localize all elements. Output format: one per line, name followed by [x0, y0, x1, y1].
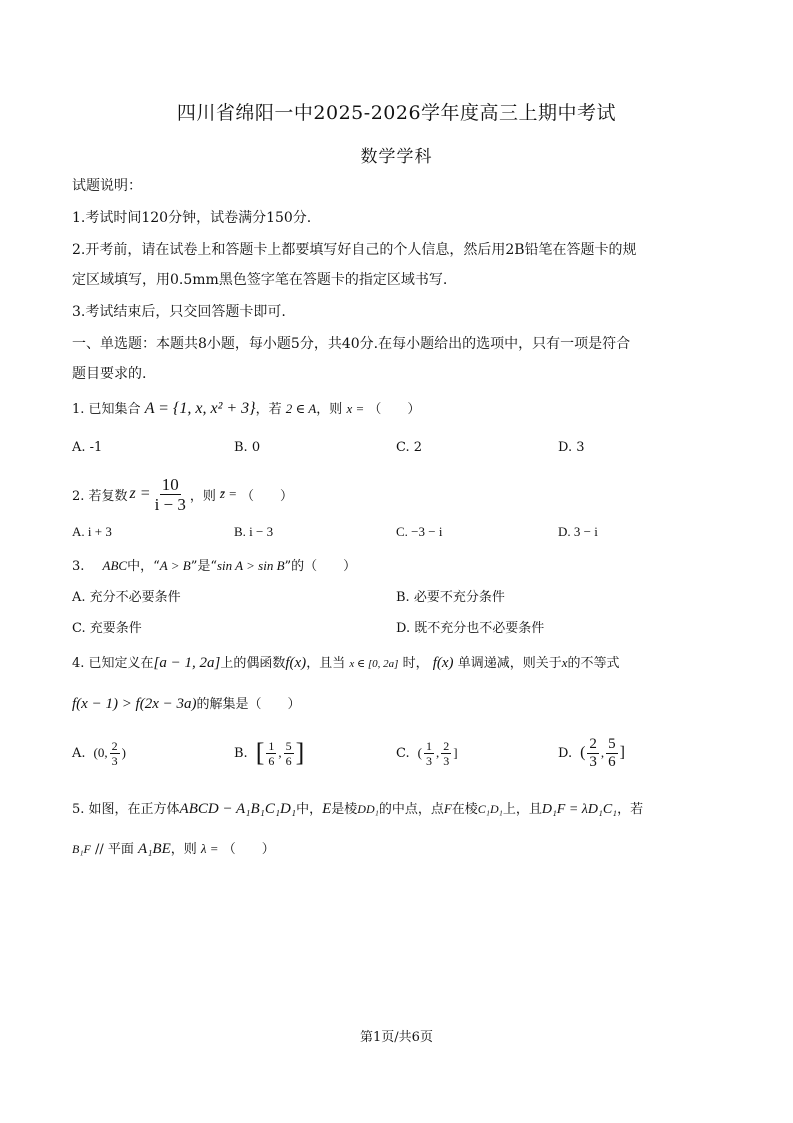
question-2-option-c: C. −3 − i	[396, 524, 443, 539]
question-5-ask: λ =	[200, 841, 219, 856]
question-4-option-b-numerator-2: 5	[285, 738, 292, 753]
instruction-item-2-line-2: 定区域填写，用0.5mm黑色签字笔在答题卡的指定区域书写.	[72, 272, 448, 288]
question-4-option-d-label: D.	[558, 745, 573, 761]
question-5-cube: ABCD − A₁B₁C₁D₁	[179, 801, 297, 817]
question-4-inequality: f(x − 1) > f(2x − 3a)	[72, 696, 197, 712]
question-4-option-c-denominator-1: 3	[425, 753, 432, 768]
question-2-numerator: 10	[161, 474, 179, 494]
question-1-option-b: B. 0	[234, 440, 261, 455]
question-4-option-a	[72, 733, 126, 773]
question-4-option-a-left: (0,	[93, 745, 108, 760]
question-4-option-d-denominator-2: 6	[608, 753, 616, 770]
question-2-option-a: A. i + 3	[72, 524, 112, 539]
question-4-option-c-label: C.	[396, 745, 410, 761]
question-5-point-f: F	[443, 801, 452, 816]
question-4-condition: x ∈ [0, 2a]	[349, 658, 399, 670]
question-3-option-b: B. 必要不充分条件	[396, 590, 505, 605]
question-4-option-b-denominator-2: 6	[285, 753, 292, 768]
question-3	[72, 555, 356, 574]
page-subtitle: 数学学科	[360, 147, 433, 167]
question-5-text-3: 的中点，点	[378, 802, 444, 817]
question-4-option-c-fraction-2	[441, 740, 451, 767]
question-4-text-3: 时，	[402, 656, 429, 671]
question-3-option-a: A. 充分不必要条件	[72, 590, 181, 605]
question-4-option-c-fraction-1	[424, 740, 434, 767]
question-5-parallel: // 平面	[94, 842, 134, 857]
page-footer: 第1页/共6页	[360, 1030, 433, 1045]
question-4-option-c-numerator-2: 2	[443, 738, 450, 753]
question-4-option-c-comma: ,	[435, 745, 440, 760]
instruction-item-2-line-1: 2.开考前，请在试卷上和答题卡上都要填写好自己的个人信息，然后用2B铅笔在答题卡的规	[72, 242, 637, 258]
question-5-text-6: ，若	[617, 802, 644, 817]
question-5-text-2: 是棱	[331, 802, 358, 817]
question-1-option-d: D. 3	[558, 440, 585, 455]
question-2-z: z =	[129, 485, 151, 502]
question-4-option-b-right-bracket: ]	[295, 738, 305, 767]
question-1	[72, 398, 420, 418]
question-4-option-c-right: ]	[453, 745, 458, 760]
question-4-option-d-left: (	[580, 744, 586, 761]
question-4-option-a-numerator: 2	[111, 738, 118, 753]
question-5-text-4: 在棱	[451, 802, 478, 817]
question-3-text-2: ”是“	[190, 559, 217, 574]
question-4-option-d-right: ]	[619, 744, 625, 761]
question-5-prefix: 5. 如图，在正方体	[72, 802, 180, 817]
question-1-condition: 2 ∈ A	[285, 401, 317, 416]
question-2-paren: （ ）	[241, 488, 294, 504]
instructions-heading: 试题说明：	[72, 178, 142, 194]
question-3-option-c: C. 充要条件	[72, 621, 142, 636]
question-4-option-d	[558, 733, 625, 773]
question-1-option-a: A. -1	[72, 440, 103, 455]
question-2-denominator: i − 3	[154, 494, 186, 514]
question-4-option-b-comma: ,	[278, 745, 282, 760]
question-4-option-a-label: A.	[72, 745, 86, 761]
question-4-option-b-fraction-1	[266, 740, 276, 767]
question-4-prefix: 4. 已知定义在	[72, 656, 154, 671]
question-5-point-e: E	[322, 801, 332, 817]
question-4-text-6: 的解集是（ ）	[196, 697, 301, 712]
question-3-option-d: D. 既不充分也不必要条件	[396, 621, 545, 636]
question-4-option-d-numerator-2: 5	[608, 735, 616, 752]
section-heading-line-2: 题目要求的.	[72, 366, 147, 382]
question-1-then: ，则	[316, 402, 343, 417]
question-1-option-c: C. 2	[396, 440, 423, 455]
instruction-item-3: 3.考试结束后，只交回答题卡即可.	[72, 304, 286, 320]
question-1-paren: （ ）	[368, 402, 421, 417]
question-4-text-5: 的不等式	[567, 656, 620, 671]
question-2-fraction	[153, 476, 188, 513]
question-5-text-5: 上，且	[502, 802, 542, 817]
question-2	[72, 474, 293, 514]
question-4-option-b-numerator-1: 1	[268, 738, 275, 753]
question-4-line-1	[72, 652, 620, 672]
question-4-line-2	[72, 693, 301, 713]
question-4-function-2: f(x)	[432, 655, 454, 671]
question-4-option-d-denominator-1: 3	[589, 753, 597, 770]
question-4-interval: [a − 1, 2a]	[153, 655, 221, 671]
question-1-ask: x =	[346, 401, 365, 416]
question-4-option-c-numerator-1: 1	[425, 738, 432, 753]
question-5-edge: DD₁	[357, 802, 379, 816]
question-4-text-1: 上的偶函数	[220, 656, 286, 671]
question-4-function: f(x)	[285, 655, 307, 671]
question-4-option-b-label: B.	[234, 745, 248, 761]
section-heading-line-1: 一、单选题：本题共8小题，每小题5分，共40分.在每小题给出的选项中，只有一项是符合	[72, 336, 631, 352]
question-5-line-1	[72, 798, 643, 818]
question-4-option-d-fraction-1	[587, 737, 599, 770]
question-4-text-4: 单调递减，则关于	[457, 656, 562, 671]
question-2-ask: z̄ =	[219, 486, 237, 501]
question-1-prefix: 1. 已知集合	[72, 402, 141, 417]
question-4-option-b-fraction-2	[284, 740, 294, 767]
question-4-option-b	[234, 733, 304, 773]
question-3-prefix: 3.	[72, 559, 85, 574]
question-5-vector: D₁F = λD₁C₁	[541, 802, 618, 817]
question-4-option-d-comma: ,	[600, 745, 605, 760]
question-2-option-b: B. i − 3	[234, 524, 274, 539]
question-5-line-2	[72, 838, 275, 858]
question-4-variable: x	[561, 655, 568, 670]
page-title: 四川省绵阳一中2025-2026学年度高三上期中考试	[176, 102, 617, 124]
question-4-option-d-numerator-1: 2	[589, 735, 597, 752]
question-1-middle: ，若	[255, 402, 282, 417]
question-4-option-d-fraction-2	[606, 737, 618, 770]
instruction-item-1: 1.考试时间120分钟，试卷满分150分.	[72, 210, 312, 226]
question-3-text-1: 中，“	[127, 559, 160, 574]
question-4-option-c	[396, 733, 458, 773]
question-4-option-a-fraction	[110, 740, 120, 767]
question-2-prefix: 2. 若复数	[72, 488, 128, 504]
question-5-text-1: 中，	[296, 802, 323, 817]
question-4-option-a-denominator: 3	[111, 753, 118, 768]
question-4-option-c-denominator-2: 3	[443, 753, 450, 768]
question-1-set: A = {1, x, x² + 3}	[144, 400, 256, 417]
question-3-text-3: ”的（ ）	[284, 559, 357, 574]
question-5-edge-2: C₁D₁	[477, 802, 503, 816]
question-5-text-7: ，则	[170, 842, 197, 857]
question-5-line: B₁F	[72, 842, 91, 856]
question-4-option-b-denominator-1: 6	[268, 753, 275, 768]
question-2-then: ，则	[189, 488, 216, 504]
question-4-text-2: ，且当	[306, 656, 346, 671]
question-4-option-a-right: )	[121, 745, 126, 760]
question-4-option-c-left: (	[417, 745, 422, 760]
question-3-condition-2: sin A > sin B	[216, 558, 285, 573]
question-5-paren: （ ）	[222, 842, 275, 857]
question-3-triangle: ABC	[102, 558, 128, 573]
question-3-condition-1: A > B	[159, 558, 191, 573]
question-4-option-b-left-bracket: [	[255, 738, 265, 767]
question-2-option-d: D. 3 − i	[558, 524, 598, 539]
question-5-plane: A₁BE	[138, 841, 171, 857]
